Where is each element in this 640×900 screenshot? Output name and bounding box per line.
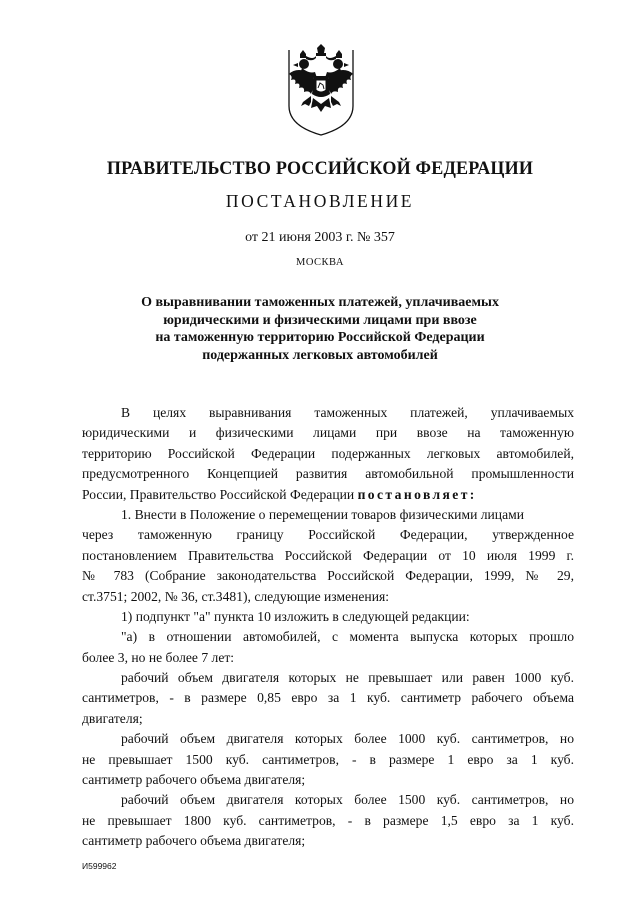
document-city: МОСКВА [296,257,344,268]
decree-keyword: постановляет: [357,486,477,502]
body-line: 1) подпункт "а" пункта 10 изложить в следующей редакции: [121,608,470,624]
body-line: № 783 (Собрание законодательства Российской Федерации, 1999, № 29, [82,568,574,584]
body-line: сантиметр рабочего объема двигателя; [82,833,306,849]
document-code: И599962 [82,861,117,871]
body-line: рабочий объем двигателя которых не превышает или равен 1000 куб. [121,670,574,686]
body-line: сантиметр рабочего объема двигателя; [82,772,306,788]
document-date-number: от 21 июня 2003 г. № 357 [245,230,395,245]
body-line: сантиметров, - в размере 0,85 евро за 1 куб. сантиметр рабочего объема [82,690,574,706]
body-line: рабочий объем двигателя которых более 1500 куб. сантиметров, но [121,792,574,808]
document-body [82,403,574,852]
document-type: ПОСТАНОВЛЕНИЕ [225,191,415,211]
government-title: ПРАВИТЕЛЬСТВО РОССИЙСКОЙ ФЕДЕРАЦИИ [106,158,534,179]
body-line: рабочий объем двигателя которых более 1000 куб. сантиметров, но [121,731,574,747]
body-line: не превышает 1800 куб. сантиметров, - в размере 1,5 евро за 1 куб. [82,812,574,828]
body-line: ст.3751; 2002, № 36, ст.3481), следующие изменения: [82,588,390,604]
body-line: двигателя; [82,710,143,726]
heading-line: О выравнивании таможенных платежей, уплачиваемых [141,295,499,310]
heading-line: на таможенную территорию Российской Федерации [155,330,485,346]
body-line: через таможенную границу Российской Федерации, утвержденное [82,527,574,543]
body-line: более 3, но не более 7 лет: [82,649,235,665]
body-line: "а) в отношении автомобилей, с момента выпуска которых прошло [121,629,574,645]
body-line: предусмотренного Концепцией развития автомобильной промышленности [82,466,574,482]
body-line [82,485,574,505]
coat-of-arms-emblem [287,44,355,136]
body-line: территорию Российской Федерации подержанных легковых автомобилей, [82,445,574,461]
body-line: юридическими и физическими лицами при ввозе на таможенную [82,425,574,441]
document-heading [60,294,580,365]
body-line: 1. Внести в Положение о перемещении товаров физическими лицами [121,506,524,522]
body-line: не превышает 1500 куб. сантиметров, - в размере 1 евро за 1 куб. [82,751,574,767]
body-line: постановлением Правительства Российской Федерации от 10 июля 1999 г. [82,547,574,563]
heading-line: подержанных легковых автомобилей [202,348,438,364]
body-line: В целях выравнивания таможенных платежей, уплачиваемых [121,405,574,420]
heading-line: юридическими и физическими лицами при ввозе [163,312,477,328]
body-text-segment: России, Правительство Российской Федерации [82,486,358,502]
